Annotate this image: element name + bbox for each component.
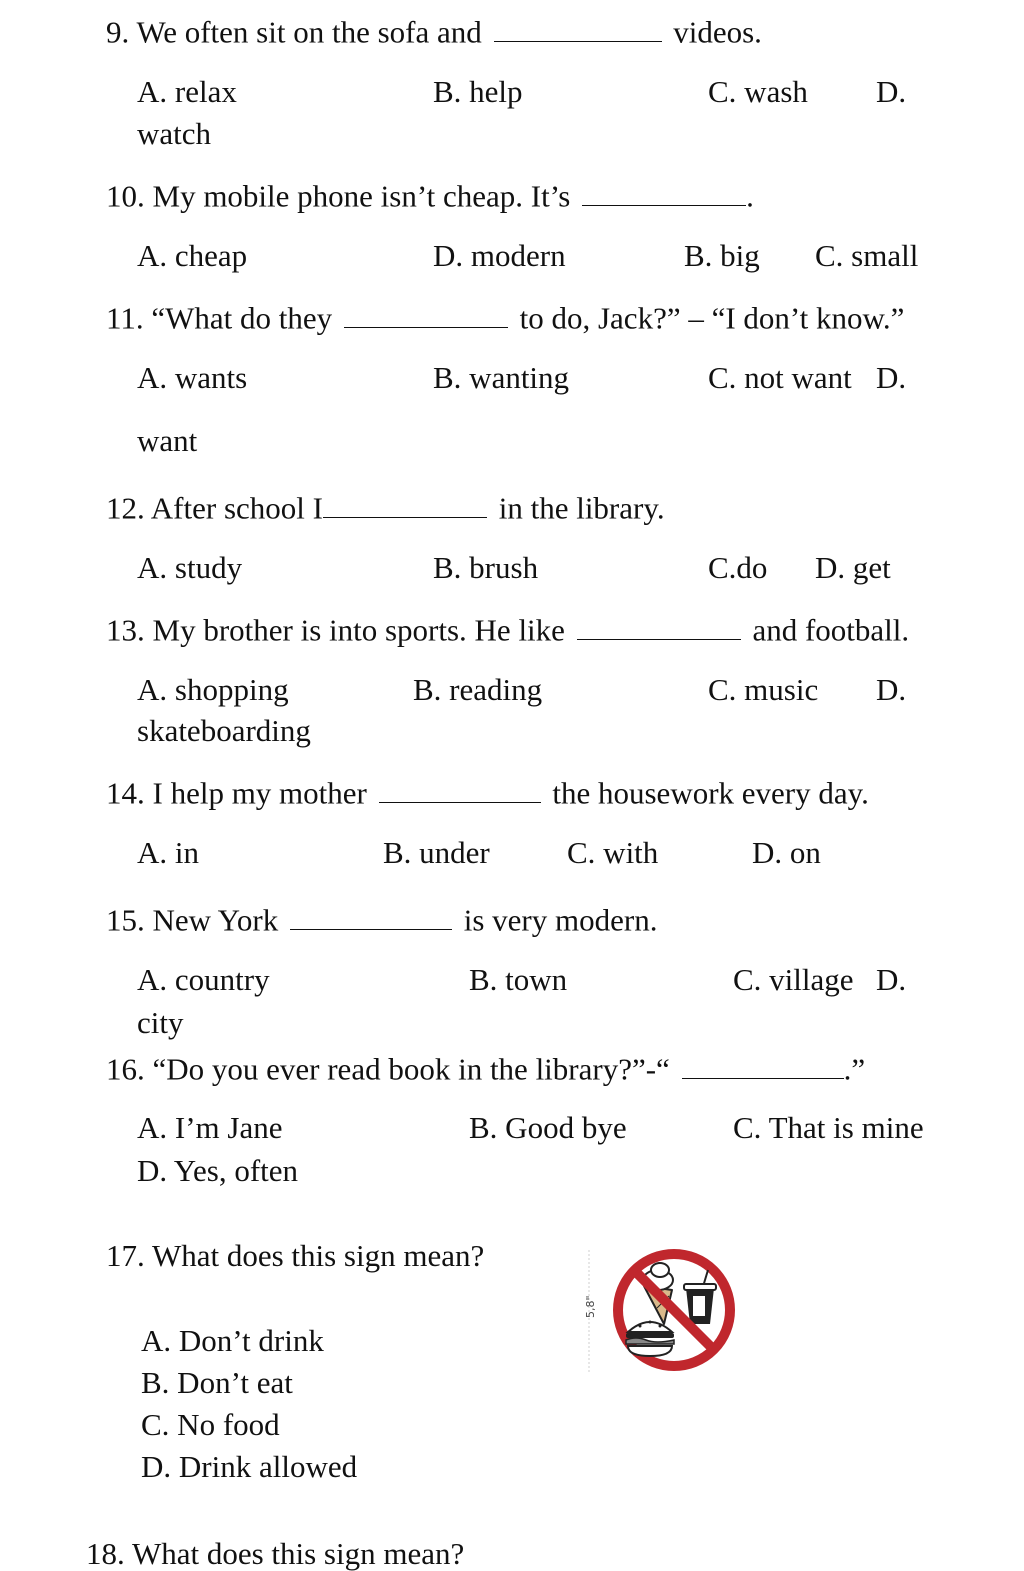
q10-option-a: A. cheap [137, 238, 248, 273]
q9-text-before: 9. We often sit on the sofa and [106, 14, 482, 50]
q11-option-d-word: want [137, 423, 198, 458]
q15-stem [106, 900, 658, 938]
q10-blank [582, 176, 746, 206]
q12-text-before: 12. After school I [106, 490, 323, 526]
q9-option-a: A. relax [137, 74, 237, 109]
q9-blank [494, 12, 662, 42]
q12-blank [323, 488, 487, 518]
q12-option-d: D. get [815, 550, 891, 585]
q12-text-after: in the library. [498, 490, 665, 526]
q13-option-d-word: skateboarding [137, 713, 311, 748]
q14-option-d: D. on [752, 835, 821, 870]
q14-option-c: C. with [567, 835, 659, 870]
q11-blank [344, 298, 508, 328]
q14-text-before: 14. I help my mother [106, 775, 367, 811]
q13-option-a: A. shopping [137, 672, 289, 707]
q16-blank [682, 1049, 844, 1079]
q11-option-c: C. not want [708, 360, 852, 395]
q14-text-after: the housework every day. [552, 775, 869, 811]
q13-option-b: B. reading [413, 672, 543, 707]
q11-text-after: to do, Jack?” – “I don’t know.” [519, 300, 905, 336]
q16-text-before: 16. “Do you ever read book in the library?”-“ [106, 1051, 670, 1087]
q11-option-b: B. wanting [433, 360, 570, 395]
q9-option-d-word: watch [137, 116, 212, 151]
q15-option-d-word: city [137, 1005, 184, 1040]
q10-stem [106, 176, 754, 214]
no-food-drink-sign-icon [578, 1246, 748, 1376]
q15-blank [290, 900, 452, 930]
q15-text-before: 15. New York [106, 902, 279, 938]
q16-stem [106, 1049, 866, 1087]
q9-text-after: videos. [673, 14, 762, 50]
q16-text-after: .” [843, 1051, 866, 1087]
q10-option-b: D. modern [433, 238, 566, 273]
q16-option-c: C. That is mine [733, 1110, 924, 1145]
q15-option-a: A. country [137, 962, 270, 997]
q11-stem [106, 298, 905, 336]
q10-text-after: . [746, 178, 754, 214]
q17-option-c: C. No food [141, 1407, 280, 1442]
q13-option-d-letter: D. [876, 672, 907, 707]
q15-option-c: C. village [733, 962, 854, 997]
q11-text-before: 11. “What do they [106, 300, 333, 336]
q9-stem [106, 12, 762, 50]
q9-option-b: B. help [433, 74, 523, 109]
q14-option-a: A. in [137, 835, 199, 870]
q14-blank [379, 773, 541, 803]
q10-text-before: 10. My mobile phone isn’t cheap. It’s [106, 178, 571, 214]
q13-text-after: and football. [752, 612, 910, 648]
q13-option-c: C. music [708, 672, 819, 707]
q11-option-a: A. wants [137, 360, 248, 395]
q12-option-c: C.do [708, 550, 768, 585]
q16-option-a: A. I’m Jane [137, 1110, 283, 1145]
q18-stem: 18. What does this sign mean? [86, 1536, 465, 1571]
q17-stem: 17. What does this sign mean? [106, 1238, 485, 1273]
q12-option-b: B. brush [433, 550, 539, 585]
q17-option-d: D. Drink allowed [141, 1449, 358, 1484]
sign-size-label: 5,8" [584, 1295, 597, 1318]
q10-option-d: C. small [815, 238, 919, 273]
q13-text-before: 13. My brother is into sports. He like [106, 612, 565, 648]
q9-option-d-letter: D. [876, 74, 907, 109]
q14-option-b: B. under [383, 835, 490, 870]
q12-stem [106, 488, 665, 526]
q13-stem [106, 610, 910, 648]
q10-option-c: B. big [684, 238, 760, 273]
q16-option-d: D. Yes, often [137, 1153, 299, 1188]
q12-option-a: A. study [137, 550, 243, 585]
q11-option-d-letter: D. [876, 360, 907, 395]
q15-text-after: is very modern. [463, 902, 658, 938]
q9-option-c: C. wash [708, 74, 808, 109]
q15-option-d-letter: D. [876, 962, 907, 997]
q13-blank [577, 610, 741, 640]
q17-option-b: B. Don’t eat [141, 1365, 293, 1400]
q17-option-a: A. Don’t drink [141, 1323, 324, 1358]
q15-option-b: B. town [469, 962, 568, 997]
q16-option-b: B. Good bye [469, 1110, 627, 1145]
q14-stem [106, 773, 869, 811]
